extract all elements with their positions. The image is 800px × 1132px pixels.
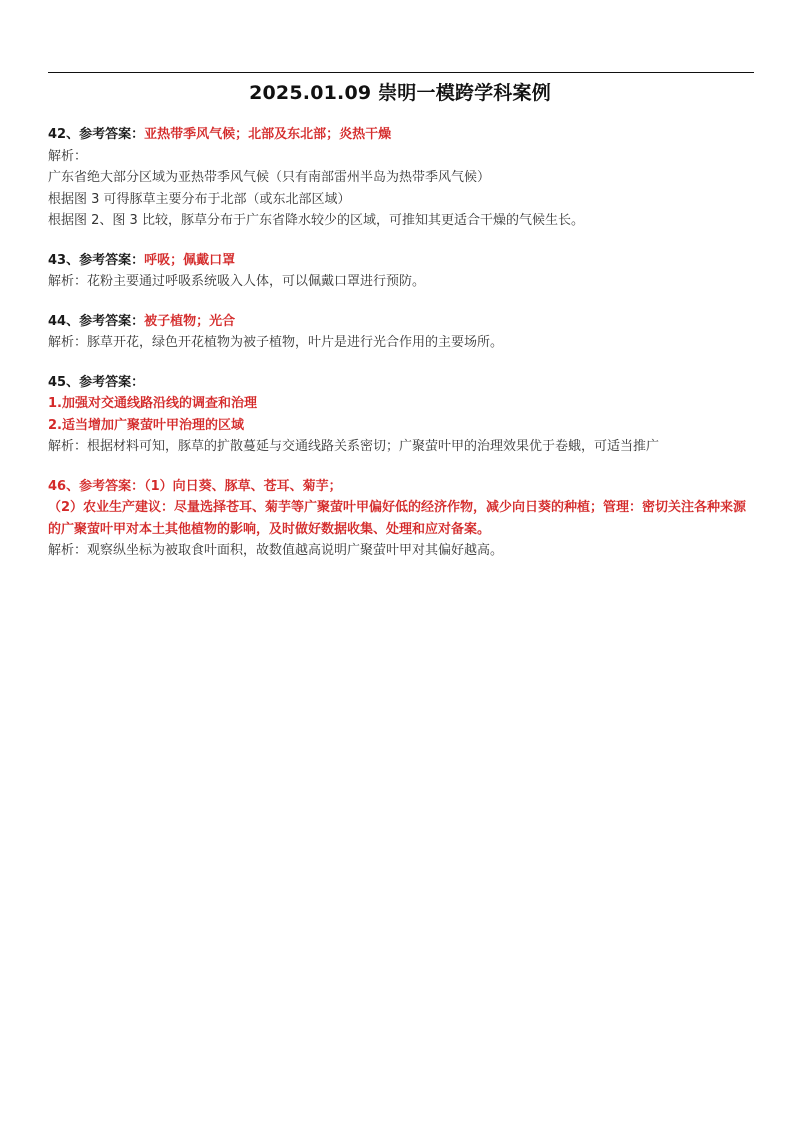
q46-answer-2: （2）农业生产建议：尽量选择苍耳、菊芋等广聚萤叶甲偏好低的经济作物，减少向日葵的种植；管理：密切关注各种来源的广聚萤叶甲对本土其他植物的影响，及时做好数据收集、处理和应对备案。 [48,500,747,537]
q43-heading: 43、参考答案： [48,252,145,268]
q45-answer-1: 1.加强对交通线路沿线的调查和治理 [48,396,257,411]
q42-analysis-label: 解析： [48,148,88,164]
page-title: 2025.01.09 崇明一模跨学科案例 [249,82,551,104]
q42-answer: 亚热带季风气候；北部及东北部；炎热干燥 [144,127,392,142]
q46-answer-1: （1）向日葵、豚草、苍耳、菊芋； [144,478,342,494]
header-rule [48,72,754,73]
question-45 [48,372,758,458]
q46-heading: 46、参考答案： [48,478,145,494]
q43-analysis: 解析：花粉主要通过呼吸系统吸入人体，可以佩戴口罩进行预防。 [48,274,426,289]
q43-answer: 呼吸；佩戴口罩 [144,252,236,268]
question-43 [48,250,758,293]
q45-analysis: 解析：根据材料可知，豚草的扩散蔓延与交通线路关系密切；广聚萤叶甲的治理效果优于卷蛾，可适当推广 [48,439,660,454]
question-44 [48,311,758,354]
q45-answer-2: 2.适当增加广聚萤叶甲治理的区域 [48,417,244,433]
q45-heading: 45、参考答案： [48,374,145,390]
q42-analysis-line-2: 根据图 3 可得豚草主要分布于北部（或东北部区域） [48,191,351,207]
question-42 [48,124,758,232]
q44-analysis: 解析：豚草开花，绿色开花植物为被子植物，叶片是进行光合作用的主要场所。 [48,335,504,350]
q44-heading: 44、参考答案： [48,313,145,329]
q42-analysis-line-1: 广东省绝大部分区域为亚热带季风气候（只有南部雷州半岛为热带季风气候） [48,170,491,185]
q42-heading: 42、参考答案： [48,127,145,142]
q46-analysis: 解析：观察纵坐标为被取食叶面积，故数值越高说明广聚萤叶甲对其偏好越高。 [48,543,504,558]
question-46 [48,476,758,562]
q42-analysis-line-3: 根据图 2、图 3 比较，豚草分布于广东省降水较少的区域，可推知其更适合干燥的气候生长。 [48,213,584,228]
answers-content [48,124,758,580]
q44-answer: 被子植物；光合 [144,313,236,329]
